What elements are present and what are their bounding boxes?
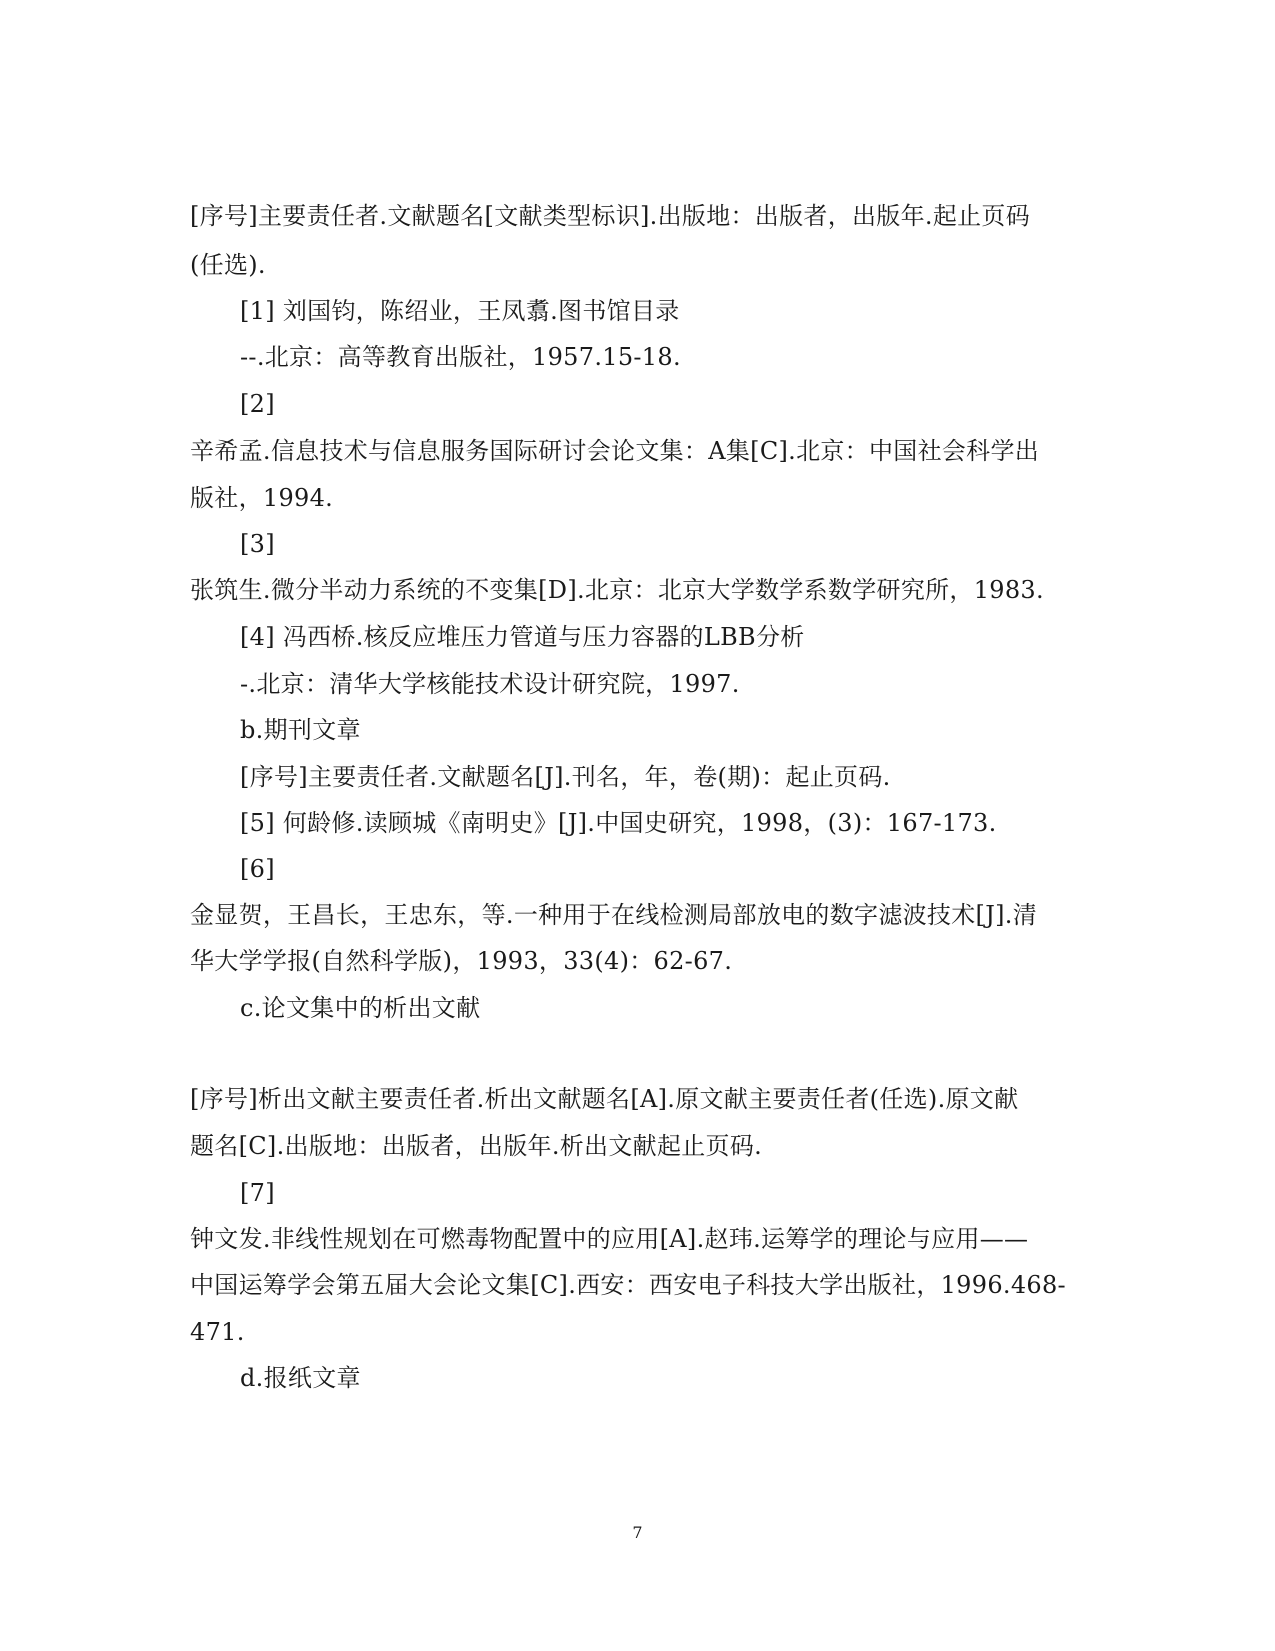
reference-4: [4] 冯西桥.核反应堆压力管道与压力容器的LBB分析	[240, 623, 805, 651]
reference-3: 张筑生.微分半动力系统的不变集[D].北京：北京大学数学系数学研究所，1983.	[190, 576, 1044, 604]
reference-7-cont: 中国运筹学会第五届大会论文集[C].西安：西安电子科技大学出版社，1996.468-	[190, 1271, 1066, 1299]
format-rule-monograph-cont: (任选).	[190, 251, 266, 279]
reference-2: 辛希孟.信息技术与信息服务国际研讨会论文集：A集[C].北京：中国社会科学出	[190, 437, 1040, 465]
reference-4-cont: -.北京：清华大学核能技术设计研究院，1997.	[240, 670, 740, 698]
format-rule-monograph: [序号]主要责任者.文献题名[文献类型标识].出版地：出版者，出版年.起止页码	[190, 202, 1031, 230]
format-rule-proceedings-cont: 题名[C].出版地：出版者，出版年.析出文献起止页码.	[190, 1132, 763, 1160]
reference-1: [1] 刘国钧，陈绍业，王凤翥.图书馆目录	[240, 297, 680, 325]
reference-3-number: [3]	[240, 530, 275, 558]
reference-6-number: [6]	[240, 855, 275, 883]
format-rule-proceedings: [序号]析出文献主要责任者.析出文献题名[A].原文献主要责任者(任选).原文献	[190, 1085, 1019, 1113]
reference-7: 钟文发.非线性规划在可燃毒物配置中的应用[A].赵玮.运筹学的理论与应用——	[190, 1225, 1029, 1253]
reference-2-number: [2]	[240, 390, 275, 418]
section-heading-newspaper: d.报纸文章	[240, 1364, 361, 1392]
reference-6-cont: 华大学学报(自然科学版)，1993，33(4)：62-67.	[190, 947, 733, 975]
reference-2-cont: 版社，1994.	[190, 484, 334, 512]
format-rule-journal: [序号]主要责任者.文献题名[J].刊名，年，卷(期)：起止页码.	[240, 763, 891, 791]
page-number: 7	[632, 1523, 643, 1542]
reference-5: [5] 何龄修.读顾城《南明史》[J].中国史研究，1998，(3)：167-173.	[240, 809, 997, 837]
section-heading-journal: b.期刊文章	[240, 716, 361, 744]
reference-1-cont: --.北京：高等教育出版社，1957.15-18.	[240, 343, 681, 371]
reference-7-number: [7]	[240, 1179, 275, 1207]
reference-7-cont-2: 471.	[190, 1318, 245, 1346]
reference-6: 金显贺，王昌长，王忠东，等.一种用于在线检测局部放电的数字滤波技术[J].清	[190, 901, 1038, 929]
section-heading-proceedings: c.论文集中的析出文献	[240, 994, 481, 1022]
